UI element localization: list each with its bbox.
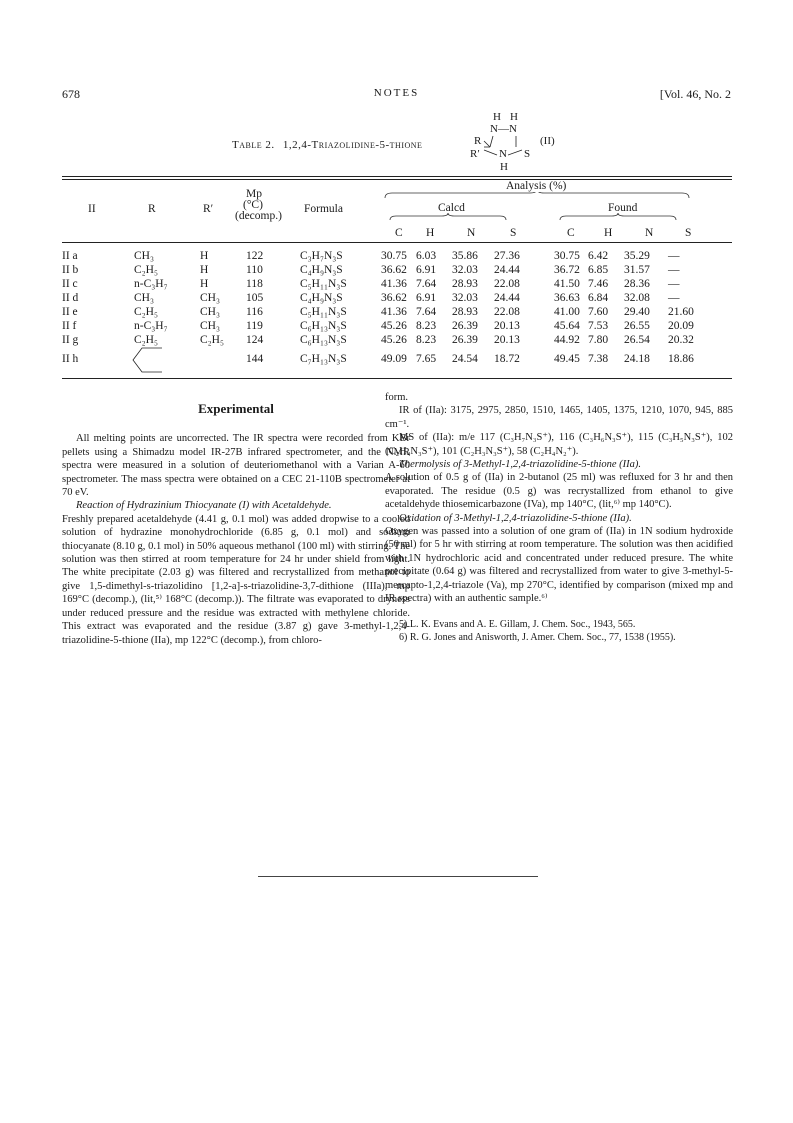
cell-cH: 8.23: [416, 334, 437, 346]
cell-cC: 41.36: [381, 278, 407, 290]
cell-cN: 26.39: [452, 334, 478, 346]
struct-s: S: [524, 148, 531, 160]
col-analysis: Analysis (%): [506, 180, 567, 192]
cell-fH: 7.38: [588, 353, 609, 365]
running-head: NOTES: [373, 87, 420, 99]
cell-fS: 18.86: [668, 353, 694, 365]
reference: 5) L. K. Evans and A. E. Gillam, J. Chem. Soc., 1943, 565.: [399, 618, 636, 630]
table-row: [62, 278, 732, 293]
cell-rp: H: [200, 250, 209, 262]
cell-mp: 122: [246, 250, 264, 262]
cell-formula: C₅H₁₁N₃S: [300, 278, 347, 290]
table-row: [62, 264, 732, 279]
cell-mp: 110: [246, 264, 263, 276]
cell-cC: 45.26: [381, 334, 407, 346]
table-row: [62, 353, 732, 368]
cell-r: CH₃: [134, 250, 154, 262]
cell-rp: CH₃: [200, 320, 220, 332]
struct-hb: H: [500, 161, 508, 173]
cell-id: II h: [62, 353, 79, 365]
cell-mp: 124: [246, 334, 264, 346]
col-found: Found: [608, 202, 638, 214]
cell-fS: —: [668, 250, 680, 262]
cell-id: II c: [62, 278, 78, 290]
cell-cS: 18.72: [494, 353, 520, 365]
col-formula: Formula: [304, 203, 343, 215]
cell-fS: 20.09: [668, 320, 694, 332]
table-top-rule-2: [62, 179, 732, 180]
cell-fN: 26.55: [624, 320, 650, 332]
cell-cC: 36.62: [381, 292, 407, 304]
cell-r: C₂H₅: [134, 306, 158, 318]
cell-formula: C₆H₁₃N₃S: [300, 320, 347, 332]
cell-cN: 28.93: [452, 278, 478, 290]
struct-rprime: R′: [470, 148, 480, 160]
paragraph: A solution of 0.5 g of (IIa) in 2-butanol (25 ml) was refluxed for 3 hr and then evaporated. The residue (0.5 g) was recrystallized from ethanol to give acetaldehyde thiosemicarbazone (IVa), mp 140°C, (lit,⁶⁾ mp 140°C).: [385, 472, 733, 511]
col-rprime: R′: [203, 203, 214, 215]
paragraph: Freshly prepared acetaldehyde (4.41 g, 0.1 mol) was added dropwise to a cooled solution of hydrazine monohydrochloride (6.85 g, 0.1 mol) and sodium thiocyanate (8.10 g, 0.1 mol) in 50% aqueous methanol (100 ml) with stirring. The solution was then stirred at room temperature for 24 hr under shield from light. The white precipitate (2.03 g) was filtered and recrystallized from methanol to give 1,5-dimethyl-s-triazolidino [1,2-a]-s-triazolidine-3,7-dithione (IIIa), mp 169°C (decomp.), (lit,⁵⁾ 168°C (decomp.)). The filtrate was evaporated to dryness under reduced pressure and the residue was extracted with methylene chloride. This extract was evaporated and the residue (3.87 g) gave 3-methyl-1,2,4-triazolidine-5-thione (IIa), mp 122°C (decomp.), from chloro-: [62, 513, 410, 646]
cell-cC: 45.26: [381, 320, 407, 332]
col-r: R: [148, 203, 156, 215]
cell-mp: 118: [246, 278, 263, 290]
cell-fH: 7.46: [588, 278, 609, 290]
paragraph: IR of (IIa): 3175, 2975, 2850, 1510, 1465, 1405, 1375, 1210, 1070, 945, 885 cm⁻¹.: [385, 405, 733, 430]
cell-rp: C₂H₅: [200, 334, 224, 346]
paragraph: form.: [385, 392, 409, 403]
cell-cS: 24.44: [494, 264, 520, 276]
cell-fC: 36.72: [554, 264, 580, 276]
cell-id: II b: [62, 264, 79, 276]
cyclopentyl-ring-icon: [132, 347, 176, 373]
cell-r: CH₃: [134, 292, 154, 304]
table-caption: [232, 139, 422, 151]
cell-rp: CH₃: [200, 292, 220, 304]
col-found-h: H: [604, 227, 613, 239]
paragraph-title: Thermolysis of 3-Methyl-1,2,4-triazolidine-5-thione (IIa).: [399, 459, 642, 471]
cell-cH: 7.64: [416, 278, 437, 290]
paragraph: All melting points are uncorrected. The IR spectra were recorded from KBr pellets using a Shimadzu model IR-27B infrared spectrometer, and the NMR spectra were measured in a solution of deuteriomethanol with a Varian A-60 spectrometer. The mass spectra were obtained on a CEC 21-110B spectrometer at 70 eV.: [62, 433, 410, 499]
cell-fH: 7.80: [588, 334, 609, 346]
table-title: 1,2,4-Triazolidine-5-thione: [282, 139, 423, 151]
table-row: [62, 250, 732, 265]
right-column: [385, 391, 733, 644]
cell-fC: 49.45: [554, 353, 580, 365]
cell-cH: 8.23: [416, 320, 437, 332]
paragraph: Oxygen was passed into a solution of one gram of (IIa) in 1N sodium hydroxide (50 ml) for 5 hr with stirring at room temperature. The solution was then acidified with 1N hydrochloric acid and concentrated under reduced presure. The white precipitate (0.64 g) was filtered and recrystallized from water to give 3-methyl-5-mercapto-1,2,4-triazole (Va), mp 270°C, identified by comparison (mixed mp and IR spectra) with an authentic sample.⁶⁾: [385, 526, 733, 605]
cell-cN: 24.54: [452, 353, 478, 365]
cell-rp: CH₃: [200, 306, 220, 318]
col-mp-note: (decomp.): [235, 210, 282, 222]
cell-mp: 105: [246, 292, 264, 304]
cell-id: II f: [62, 320, 77, 332]
col-calcd-s: S: [510, 227, 517, 239]
paragraph-title: Oxidation of 3-Methyl-1,2,4-triazolidine-5-thione (IIa).: [399, 512, 632, 524]
cell-fC: 44.92: [554, 334, 580, 346]
cell-fN: 32.08: [624, 292, 650, 304]
table-head-rule: [62, 242, 732, 243]
table-row: [62, 320, 732, 335]
col-found-n: N: [645, 227, 654, 239]
cell-cC: 41.36: [381, 306, 407, 318]
cell-fH: 6.85: [588, 264, 609, 276]
volume-info: [Vol. 46, No. 2: [659, 87, 731, 101]
end-rule: [258, 876, 538, 877]
cell-cS: 22.08: [494, 306, 520, 318]
reference: 6) R. G. Jones and Anisworth, J. Amer. Chem. Soc., 77, 1538 (1955).: [399, 631, 676, 643]
header-braces: [370, 192, 710, 230]
struct-label: (II): [540, 135, 555, 147]
cell-cS: 20.13: [494, 334, 520, 346]
col-calcd: Calcd: [438, 202, 465, 214]
cell-fS: —: [668, 292, 680, 304]
cell-cN: 32.03: [452, 292, 478, 304]
cell-fS: —: [668, 278, 680, 290]
cell-id: II g: [62, 334, 79, 346]
col-compound: II: [88, 203, 96, 215]
cell-fS: —: [668, 264, 680, 276]
col-calcd-n: N: [467, 227, 476, 239]
cell-fC: 36.63: [554, 292, 580, 304]
cell-fN: 29.40: [624, 306, 650, 318]
col-found-c: C: [567, 227, 575, 239]
cell-fN: 31.57: [624, 264, 650, 276]
cell-fS: 20.32: [668, 334, 694, 346]
cell-fS: 21.60: [668, 306, 694, 318]
table-label: Table 2.: [232, 139, 275, 151]
struct-h2: H: [510, 111, 518, 123]
cell-formula: C₃H₇N₃S: [300, 250, 343, 262]
cell-mp: 144: [246, 353, 264, 365]
cell-mp: 116: [246, 306, 263, 318]
cell-fH: 6.84: [588, 292, 609, 304]
paragraph-title: Reaction of Hydrazinium Thiocyanate (I) with Acetaldehyde.: [76, 500, 332, 512]
cell-cS: 22.08: [494, 278, 520, 290]
cell-fC: 41.00: [554, 306, 580, 318]
cell-fN: 28.36: [624, 278, 650, 290]
cell-formula: C₅H₁₁N₃S: [300, 306, 347, 318]
cell-fH: 7.53: [588, 320, 609, 332]
paragraph: MS of (IIa): m/e 117 (C₃H₇N₃S⁺), 116 (C₃H₆N₃S⁺), 115 (C₃H₅N₃S⁺), 102 (C₂H₄N₃S⁺), 101 (C₂H₃N₃S⁺), 58 (C₂H₄N₂⁺).: [385, 432, 733, 457]
cell-id: II e: [62, 306, 78, 318]
cell-cN: 28.93: [452, 306, 478, 318]
cell-formula: C₆H₁₃N₃S: [300, 334, 347, 346]
cell-fN: 24.18: [624, 353, 650, 365]
cell-cH: 6.91: [416, 264, 437, 276]
section-heading: Experimental: [198, 401, 274, 416]
col-found-s: S: [685, 227, 692, 239]
cell-id: II d: [62, 292, 79, 304]
cell-cH: 7.64: [416, 306, 437, 318]
structure-formula: [470, 112, 560, 182]
ring-bonds: [470, 112, 540, 172]
cell-cC: 49.09: [381, 353, 407, 365]
col-calcd-c: C: [395, 227, 403, 239]
cell-cN: 35.86: [452, 250, 478, 262]
table-row: [62, 306, 732, 321]
cell-r: n-C₃H₇: [134, 278, 168, 290]
cell-fC: 45.64: [554, 320, 580, 332]
struct-nn: N—N: [490, 123, 517, 135]
cell-fN: 35.29: [624, 250, 650, 262]
cell-formula: C₄H₉N₃S: [300, 292, 343, 304]
col-mp: Mp: [246, 188, 262, 200]
col-calcd-h: H: [426, 227, 435, 239]
cell-cH: 7.65: [416, 353, 437, 365]
cell-fC: 41.50: [554, 278, 580, 290]
struct-h1: H: [493, 111, 501, 123]
cell-cS: 27.36: [494, 250, 520, 262]
left-column: [62, 402, 410, 647]
cell-formula: C₇H₁₃N₃S: [300, 353, 347, 365]
cell-cN: 26.39: [452, 320, 478, 332]
cell-cH: 6.91: [416, 292, 437, 304]
cell-cS: 20.13: [494, 320, 520, 332]
cell-rp: H: [200, 278, 209, 290]
cell-r: C₂H₅: [134, 334, 158, 346]
cell-cN: 32.03: [452, 264, 478, 276]
cell-fN: 26.54: [624, 334, 650, 346]
cell-id: II a: [62, 250, 78, 262]
cell-fC: 30.75: [554, 250, 580, 262]
cell-cS: 24.44: [494, 292, 520, 304]
cell-r: C₂H₅: [134, 264, 158, 276]
cell-mp: 119: [246, 320, 263, 332]
cell-fH: 7.60: [588, 306, 609, 318]
cell-cC: 36.62: [381, 264, 407, 276]
cell-cH: 6.03: [416, 250, 437, 262]
cell-cC: 30.75: [381, 250, 407, 262]
table-row: [62, 292, 732, 307]
table-top-rule: [62, 176, 732, 177]
struct-r: R: [474, 135, 482, 147]
cell-fH: 6.42: [588, 250, 609, 262]
table-bottom-rule: [62, 378, 732, 379]
struct-n: N: [499, 148, 507, 160]
cell-formula: C₄H₉N₃S: [300, 264, 343, 276]
col-mp-unit: (°C): [243, 199, 263, 211]
cell-r: n-C₃H₇: [134, 320, 168, 332]
cell-rp: H: [200, 264, 209, 276]
page-number: 678: [62, 87, 80, 101]
